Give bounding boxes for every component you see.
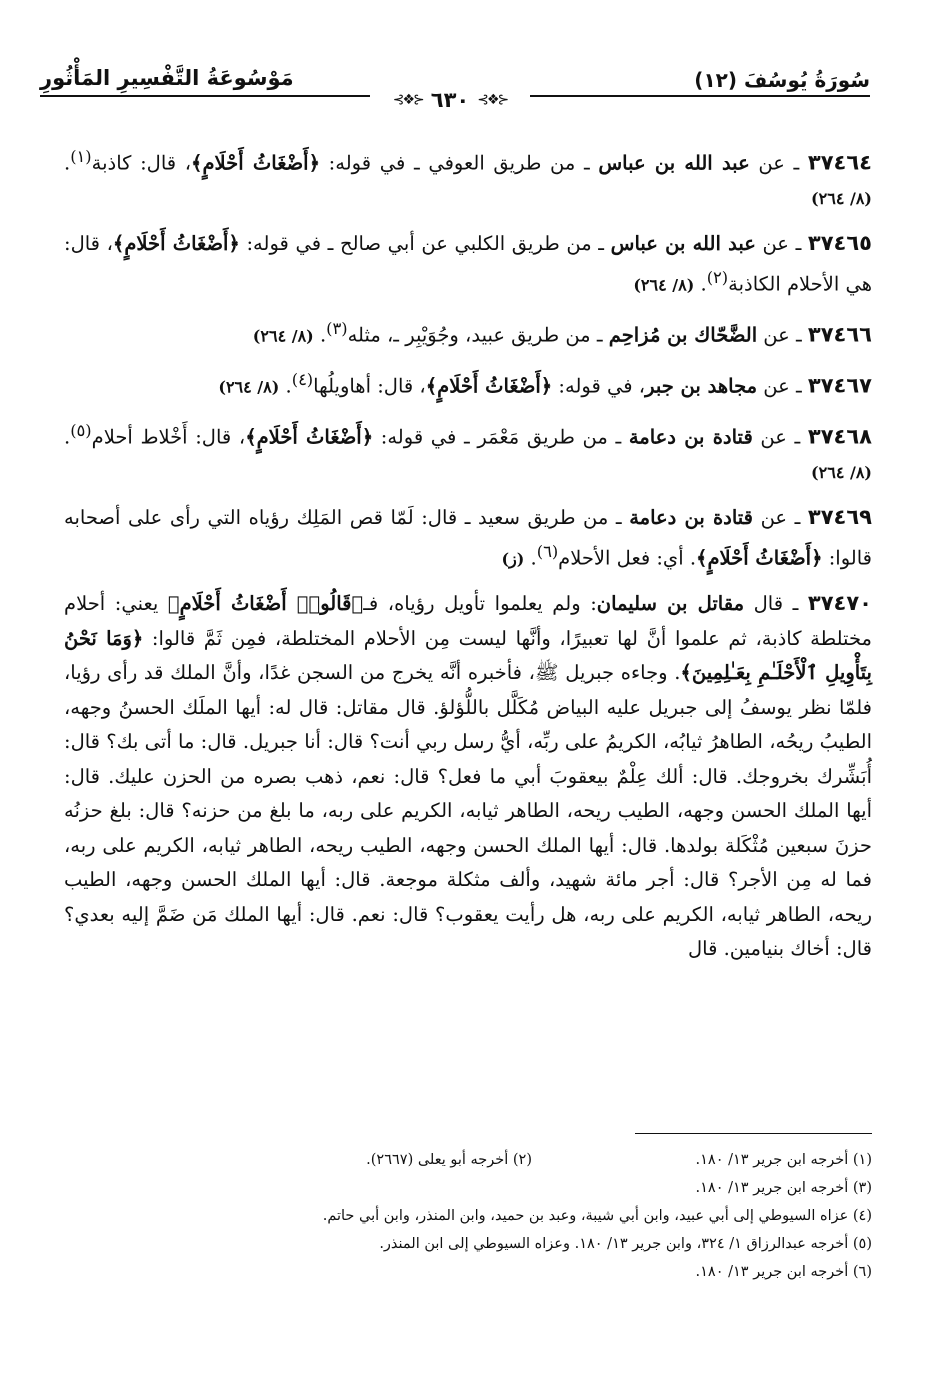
hadith-paragraph: ٣٧٤٦٨ ـ عن قتادة بن دعامة ـ من طريق مَعْمَر ـ في قوله: ﴿أَضْغَاثُ أَحْلَامٍ﴾، قال: أَخْلاط أحلام$^{(٥)}$. (٨/ ٢٦٤) (64, 421, 872, 482)
narration-number: ٣٧٤٦٩ (807, 504, 872, 529)
footnote-mark: (٤) (291, 370, 314, 389)
quran-quote: ﴿أَضْغَاثُ أَحْلَامٍ﴾ (112, 231, 240, 255)
hadith-paragraph: ٣٧٤٦٦ ـ عن الضَّحّاك بن مُزاحِم ـ من طريق عبيد، وجُوَيْبِر ـ، مثله$^{(٣)}$. (٨/ ٢٦٤) (252, 319, 872, 347)
quran-quote: ﴿قَالُوا۟ أَضْغَاثُ أَحْلَامٍ﴾ (167, 592, 364, 615)
ornament-icon: ⊰❖⊱ (477, 92, 508, 108)
narrator-name: قتادة بن دعامة (629, 505, 753, 529)
narrator-name: مقاتل بن سليمان (596, 592, 745, 615)
quran-quote: ﴿أَضْغَاثُ أَحْلَامٍ﴾ (191, 151, 321, 175)
volume-reference: (٨/ ٢٦٤) (811, 189, 872, 208)
hadith-paragraph: ٣٧٤٦٧ ـ عن مجاهد بن جبر، في قوله: ﴿أَضْغَاثُ أَحْلَامٍ﴾، قال: أهاويلُها$^{(٤)}$. (٨/ ٢٦٤) (218, 370, 872, 398)
page-number: ٦٣٠ (430, 88, 470, 112)
narrator-name: الضَّحّاك بن مُزاحِم (608, 323, 758, 347)
volume-reference: (٨/ ٢٦٤) (633, 275, 695, 295)
volume-reference: (٨/ ٢٦٤) (218, 377, 280, 397)
footnote-6: (٦) أخرجه ابن جرير ١٣/ ١٨٠. (695, 1264, 872, 1280)
footnote-5: (٥) أخرجه عبدالرزاق ١/ ٣٢٤، وابن جرير ١٣/ ١٨٠. وعزاه السيوطي إلى ابن المنذر. (379, 1236, 872, 1252)
footnote-separator (635, 1133, 872, 1134)
main-text (64, 140, 872, 976)
footnotes (64, 1146, 872, 1286)
surah-title: سُورَةُ يُوسُفَ (١٢) (694, 68, 870, 92)
hadith-paragraph: ٣٧٤٦٤ ـ عن عبد الله بن عباس ـ من طريق العوفي ـ في قوله: ﴿أَضْغَاثُ أَحْلَامٍ﴾، قال: كاذبة$^{(١)}$. (٨/ ٢٦٤) (64, 147, 872, 208)
footnote-mark: (٥) (70, 421, 92, 440)
volume-reference: (ز) (501, 549, 525, 569)
footnote-mark: (٣) (326, 319, 348, 338)
book-title: مَوْسُوعَةُ التَّفْسِيرِ المَأْثُورِ (40, 66, 294, 90)
footnote-mark: (٢) (706, 268, 729, 287)
narration-number: ٣٧٤٧٠ (807, 591, 872, 615)
footnote-1: (١) أخرجه ابن جرير ١٣/ ١٨٠. (695, 1152, 872, 1168)
footnote-mark: (١) (70, 147, 92, 166)
narrator-name: مجاهد بن جبر (645, 374, 758, 398)
volume-reference: (٨/ ٢٦٤) (252, 326, 314, 346)
ornament-icon: ⊰❖⊱ (392, 92, 423, 108)
page-number-box (370, 88, 530, 112)
narration-number: ٣٧٤٦٨ (807, 424, 872, 449)
narration-number: ٣٧٤٦٥ (807, 230, 872, 255)
quran-quote: ﴿أَضْغَاثُ أَحْلَامٍ﴾ (425, 374, 553, 398)
narrator-name: قتادة بن دعامة (628, 425, 753, 449)
quran-quote: ﴿وَمَا نَحْنُ بِتَأْوِيلِ ٱلْأَحْلَـٰمِ بِعَـٰلِمِينَ﴾ (64, 626, 872, 684)
footnote-row (64, 1146, 872, 1174)
hadith-paragraph: ٣٧٤٦٥ ـ عن عبد الله بن عباس ـ من طريق الكلبي عن أبي صالح ـ في قوله: ﴿أَضْغَاثُ أَحْلَامٍ﴾، قال: هي الأحلام الكاذبة$^{(٢)}$. (٨/ ٢٦٤) (64, 230, 872, 296)
narration-number: ٣٧٤٦٤ (807, 150, 872, 175)
hadith-paragraph-long: ٣٧٤٧٠ ـ قال مقاتل بن سليمان: ولم يعلموا تأويل رؤياه، فـ﴿قَالُوا۟ أَضْغَاثُ أَحْلَامٍ﴾ يعني: أحلام مختلطة كاذبة، ثم علموا أنَّ لها تعبيرًا، وأنَّها ليست مِن الأحلام المختلطة، فمِن ثَمَّ قالوا: ﴿وَمَا نَحْنُ بِتَأْوِيلِ ٱلْأَحْلَـٰمِ بِعَـٰلِمِينَ﴾. وجاءه جبريل ﷺ، فأخبره أنَّه يخرج من السجن غدًا، وأنَّ الملك قد رأى رؤيا، فلمّا نظر يوسفُ إلى جبريل عليه البياض مُكَلَّل باللُّؤلؤ. قال مقاتل: قال له: أيها الملَك الحسنُ وجهه، الطيبُ ريحُه، الطاهرُ ثيابُه، الكريمُ على ربِّه، أيُّ رسل ربي أنت؟ قال: أنا جبريل. قال: ما أتى بك؟ قال: أُبَشِّرك بخروجك. قال: ألك عِلْمٌ بيعقوبَ أبي ما فعل؟ قال: نعم، ذهب بصره من الحزن عليك. قال: أيها الملك الحسن وجهه، الطيب ريحه، الطاهر ثيابه، الكريم على ربه، ما بلغ من حزنه؟ قال: بلغ حزنُه حزنَ سبعين مُثْكَلة بولدها. قال: أيها الملك الحسن وجهه، الطيب ريحه، الطاهر ثيابه، الكريم على ربه، فما له مِن الأجر؟ قال: أجر مائة شهيد، وألف مثكلة موجعة. قال: أيها الملك الحسن وجهه، الطيب ريحه، الطاهر ثيابه، الكريم على ربه، هل رأيت يعقوب؟ قال: نعم. قال: أيها الملك مَن ضَمَّ إليه بعدي؟ قال: أخاك بنيامين. قال (64, 591, 872, 960)
footnote-mark: (٦) (536, 542, 559, 561)
narrator-name: عبد الله بن عباس (598, 151, 750, 175)
footnote-2: (٢) أخرجه أبو يعلى (٢٦٦٧). (366, 1152, 532, 1168)
quran-quote: ﴿أَضْغَاثُ أَحْلَامٍ﴾ (245, 425, 374, 449)
narrator-name: عبد الله بن عباس (610, 231, 756, 255)
quran-quote: ﴿أَضْغَاثُ أَحْلَامٍ﴾ (696, 546, 823, 570)
volume-reference: (٨/ ٢٦٤) (811, 463, 872, 482)
footnote-3: (٣) أخرجه ابن جرير ١٣/ ١٨٠. (695, 1180, 872, 1196)
narration-number: ٣٧٤٦٦ (807, 322, 872, 347)
narration-number: ٣٧٤٦٧ (807, 373, 872, 398)
footnote-4: (٤) عزاه السيوطي إلى أبي عبيد، وابن أبي شيبة، وعبد بن حميد، وابن المنذر، وابن أبي حاتم. (322, 1208, 872, 1224)
hadith-paragraph: ٣٧٤٦٩ ـ عن قتادة بن دعامة ـ من طريق سعيد ـ قال: لَمّا قص المَلِك رؤياه التي رأى على أصحابه قالوا: ﴿أَضْغَاثُ أَحْلَامٍ﴾. أي: فعل الأحلام$^{(٦)}$. (ز) (64, 504, 872, 570)
